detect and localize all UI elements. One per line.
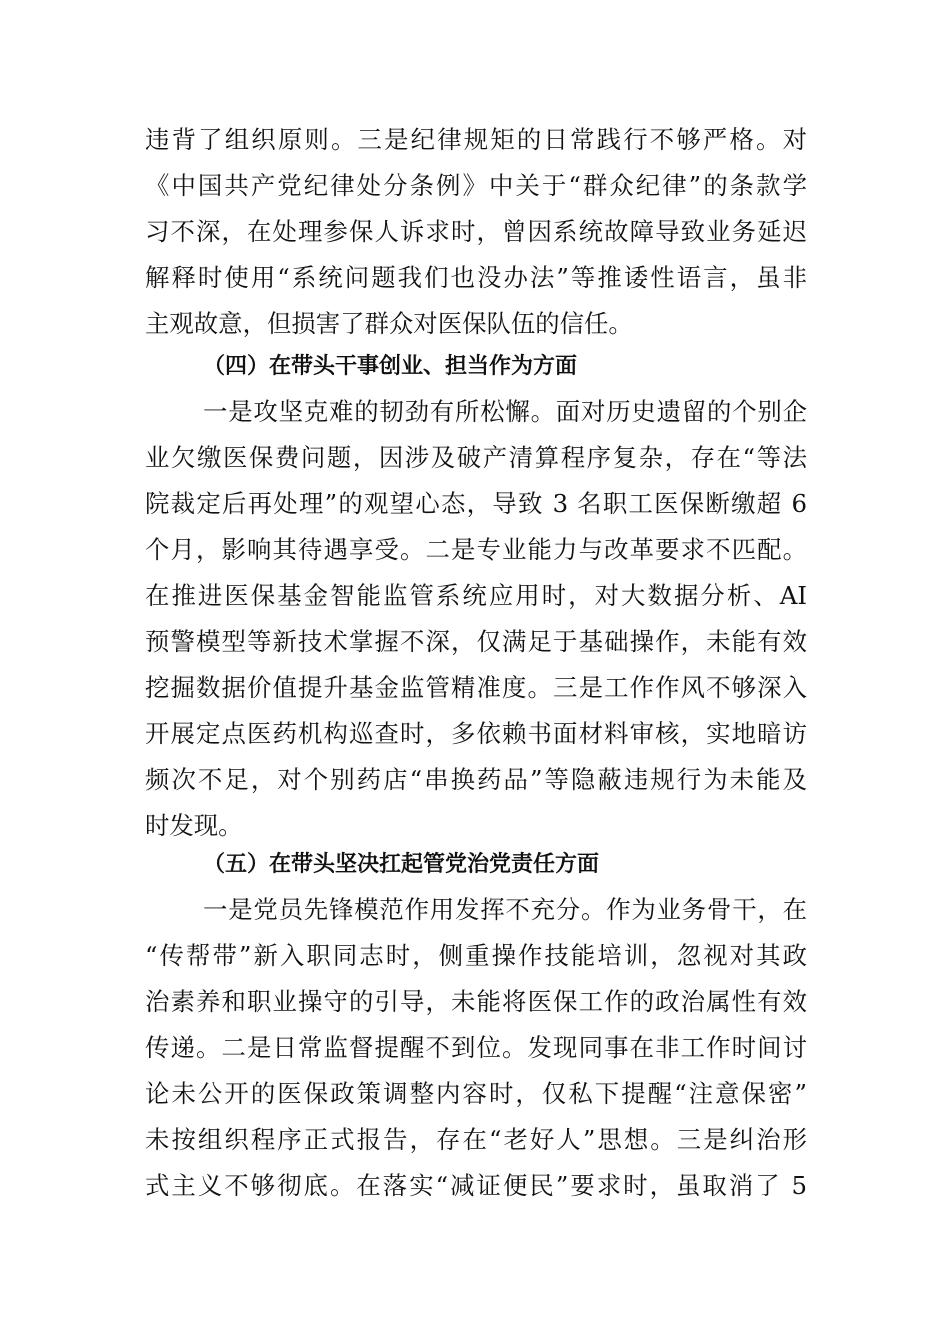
text-line: 预警模型等新技术掌握不深，仅满足于基础操作，未能有效 xyxy=(145,627,807,656)
text-line: “传帮带”新入职同志时，侧重操作技能培训，忽视对其政 xyxy=(145,941,807,970)
text-line: 传递。二是日常监督提醒不到位。发现同事在非工作时间讨 xyxy=(145,1033,807,1062)
text-line: 一是攻坚克难的韧劲有所松懈。面对历史遗留的个别企 xyxy=(203,397,807,426)
text-line: 个月，影响其待遇享受。二是专业能力与改革要求不匹配。 xyxy=(145,535,807,564)
text-line: 一是党员先锋模范作用发挥不充分。作为业务骨干，在 xyxy=(203,895,807,924)
section-heading: （四）在带头干事创业、担当作为方面 xyxy=(203,353,578,379)
text-line: 习不深，在处理参保人诉求时，曾因系统故障导致业务延迟 xyxy=(145,217,807,246)
text-line: 解释时使用“系统问题我们也没办法”等推诿性语言，虽非 xyxy=(145,263,807,292)
text-line: 论未公开的医保政策调整内容时，仅私下提醒“注意保密” xyxy=(145,1079,807,1108)
text-line: 院裁定后再处理”的观望心态，导致 3 名职工医保断缴超 6 xyxy=(145,489,807,518)
text-line: 开展定点医药机构巡查时，多依赖书面材料审核，实地暗访 xyxy=(145,719,807,748)
text-line: 式主义不够彻底。在落实“减证便民”要求时，虽取消了 5 xyxy=(145,1171,807,1200)
text-line: 治素养和职业操守的引导，未能将医保工作的政治属性有效 xyxy=(145,987,807,1016)
text-line: 《中国共产党纪律处分条例》中关于“群众纪律”的条款学 xyxy=(145,171,807,200)
text-line: 业欠缴医保费问题，因涉及破产清算程序复杂，存在“等法 xyxy=(145,443,807,472)
text-line: 时发现。 xyxy=(145,811,243,840)
text-line: 违背了组织原则。三是纪律规矩的日常践行不够严格。对 xyxy=(145,125,807,154)
text-line: 主观故意，但损害了群众对医保队伍的信任。 xyxy=(145,309,633,338)
text-line: 频次不足，对个别药店“串换药品”等隐蔽违规行为未能及 xyxy=(145,765,807,794)
text-line: 挖掘数据价值提升基金监管精准度。三是工作作风不够深入 xyxy=(145,673,807,702)
text-line: 在推进医保基金智能监管系统应用时，对大数据分析、AI xyxy=(145,581,807,610)
text-line: 未按组织程序正式报告，存在“老好人”思想。三是纠治形 xyxy=(145,1125,807,1154)
section-heading: （五）在带头坚决扛起管党治党责任方面 xyxy=(203,851,600,877)
